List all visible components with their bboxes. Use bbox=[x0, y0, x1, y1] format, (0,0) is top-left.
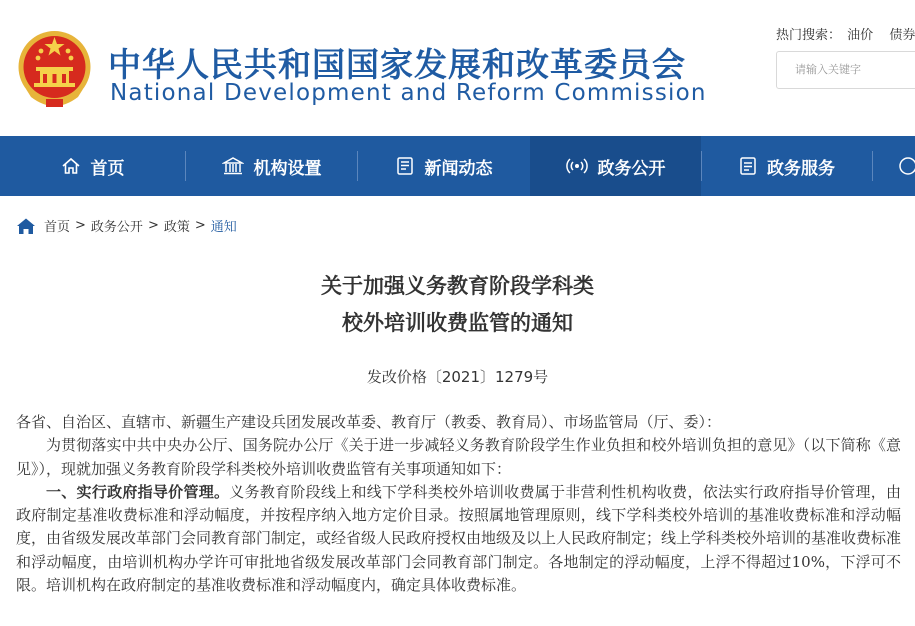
hot-search-label: 热门搜索： bbox=[776, 28, 842, 43]
nav-item-organization[interactable] bbox=[186, 136, 357, 196]
hot-search bbox=[776, 24, 915, 43]
search-box bbox=[776, 51, 915, 89]
salutation: 各省、自治区、直辖市、新疆生产建设兵团发展改革委、教育厅（教委、教育局）、市场监管局（厅、委）： bbox=[16, 413, 722, 431]
home-icon bbox=[61, 156, 81, 176]
breadcrumb-separator: > bbox=[194, 218, 206, 233]
breadcrumb-item[interactable]: 首页 bbox=[44, 220, 71, 235]
broadcast-icon bbox=[566, 156, 588, 176]
building-icon bbox=[222, 156, 244, 176]
home-icon[interactable] bbox=[16, 217, 36, 235]
national-emblem-icon[interactable] bbox=[16, 27, 93, 111]
nav-label: 政务公开 bbox=[597, 158, 666, 179]
site-title-en[interactable]: National Development and Reform Commission bbox=[110, 80, 707, 106]
document-number: 发改价格〔2021〕1279号 bbox=[366, 368, 549, 386]
nav-label: 新闻动态 bbox=[424, 158, 493, 179]
breadcrumb-item[interactable]: 政务公开 bbox=[90, 220, 143, 235]
paragraph bbox=[16, 481, 901, 597]
circle-icon[interactable] bbox=[898, 156, 915, 176]
nav-item-home[interactable] bbox=[0, 136, 185, 196]
search-input[interactable] bbox=[795, 63, 915, 76]
section-heading: 一、实行政府指导价管理。 bbox=[46, 482, 230, 501]
section-body: 义务教育阶段线上和线下学科类校外培训收费属于非营利性机构收费，依法实行政府指导价管理，由政府制定基准收费标准和浮动幅度，并按程序纳入地方定价目录。按照属地管理原则，线下学科类校外培训的基准收费标准和浮动幅度，由省级发展改革部门会同教育部门制定，或经省级人民政府授权由地级及以上人民政府制定；线上学科类校外培训的基准收费标准和浮动幅度，由培训机构办学许可审批地省级发展改革部门会同教育部门制定。各地制定的浮动幅度，上浮不得超过10%，下浮可不限。培训机构在政府制定的基准收费标准和浮动幅度内，确定具体收费标准。 bbox=[16, 482, 902, 595]
document-icon bbox=[739, 156, 757, 176]
site-header bbox=[0, 0, 915, 136]
nav-item-government-affairs[interactable] bbox=[530, 136, 701, 196]
nav-item-news[interactable] bbox=[358, 136, 529, 196]
breadcrumb-separator: > bbox=[147, 218, 159, 233]
breadcrumb-current[interactable]: 通知 bbox=[210, 220, 237, 235]
nav-label: 政务服务 bbox=[767, 158, 835, 179]
hot-search-term[interactable]: 油价 bbox=[847, 28, 874, 43]
hot-search-term[interactable]: 债券 bbox=[889, 28, 915, 43]
breadcrumb-item[interactable]: 政策 bbox=[163, 220, 190, 235]
nav-item-services[interactable] bbox=[702, 136, 872, 196]
nav-label: 首页 bbox=[90, 158, 125, 179]
nav-label: 机构设置 bbox=[253, 158, 322, 179]
main-nav bbox=[0, 136, 915, 196]
nav-divider bbox=[872, 151, 873, 181]
breadcrumb bbox=[16, 216, 237, 235]
site-title-cn[interactable]: 中华人民共和国国家发展和改革委员会 bbox=[108, 45, 686, 84]
news-icon bbox=[395, 156, 415, 176]
article-title-line1: 关于加强义务教育阶段学科类 bbox=[321, 274, 594, 298]
paragraph: 为贯彻落实中共中央办公厅、国务院办公厅《关于进一步减轻义务教育阶段学生作业负担和校外培训负担的意见》（以下简称《意见》），现就加强义务教育阶段学科类校外培训收费监管有关事项通知如下： bbox=[16, 436, 901, 478]
article-title-line2: 校外培训收费监管的通知 bbox=[342, 311, 573, 335]
breadcrumb-separator: > bbox=[75, 218, 86, 233]
article-body bbox=[16, 411, 901, 597]
